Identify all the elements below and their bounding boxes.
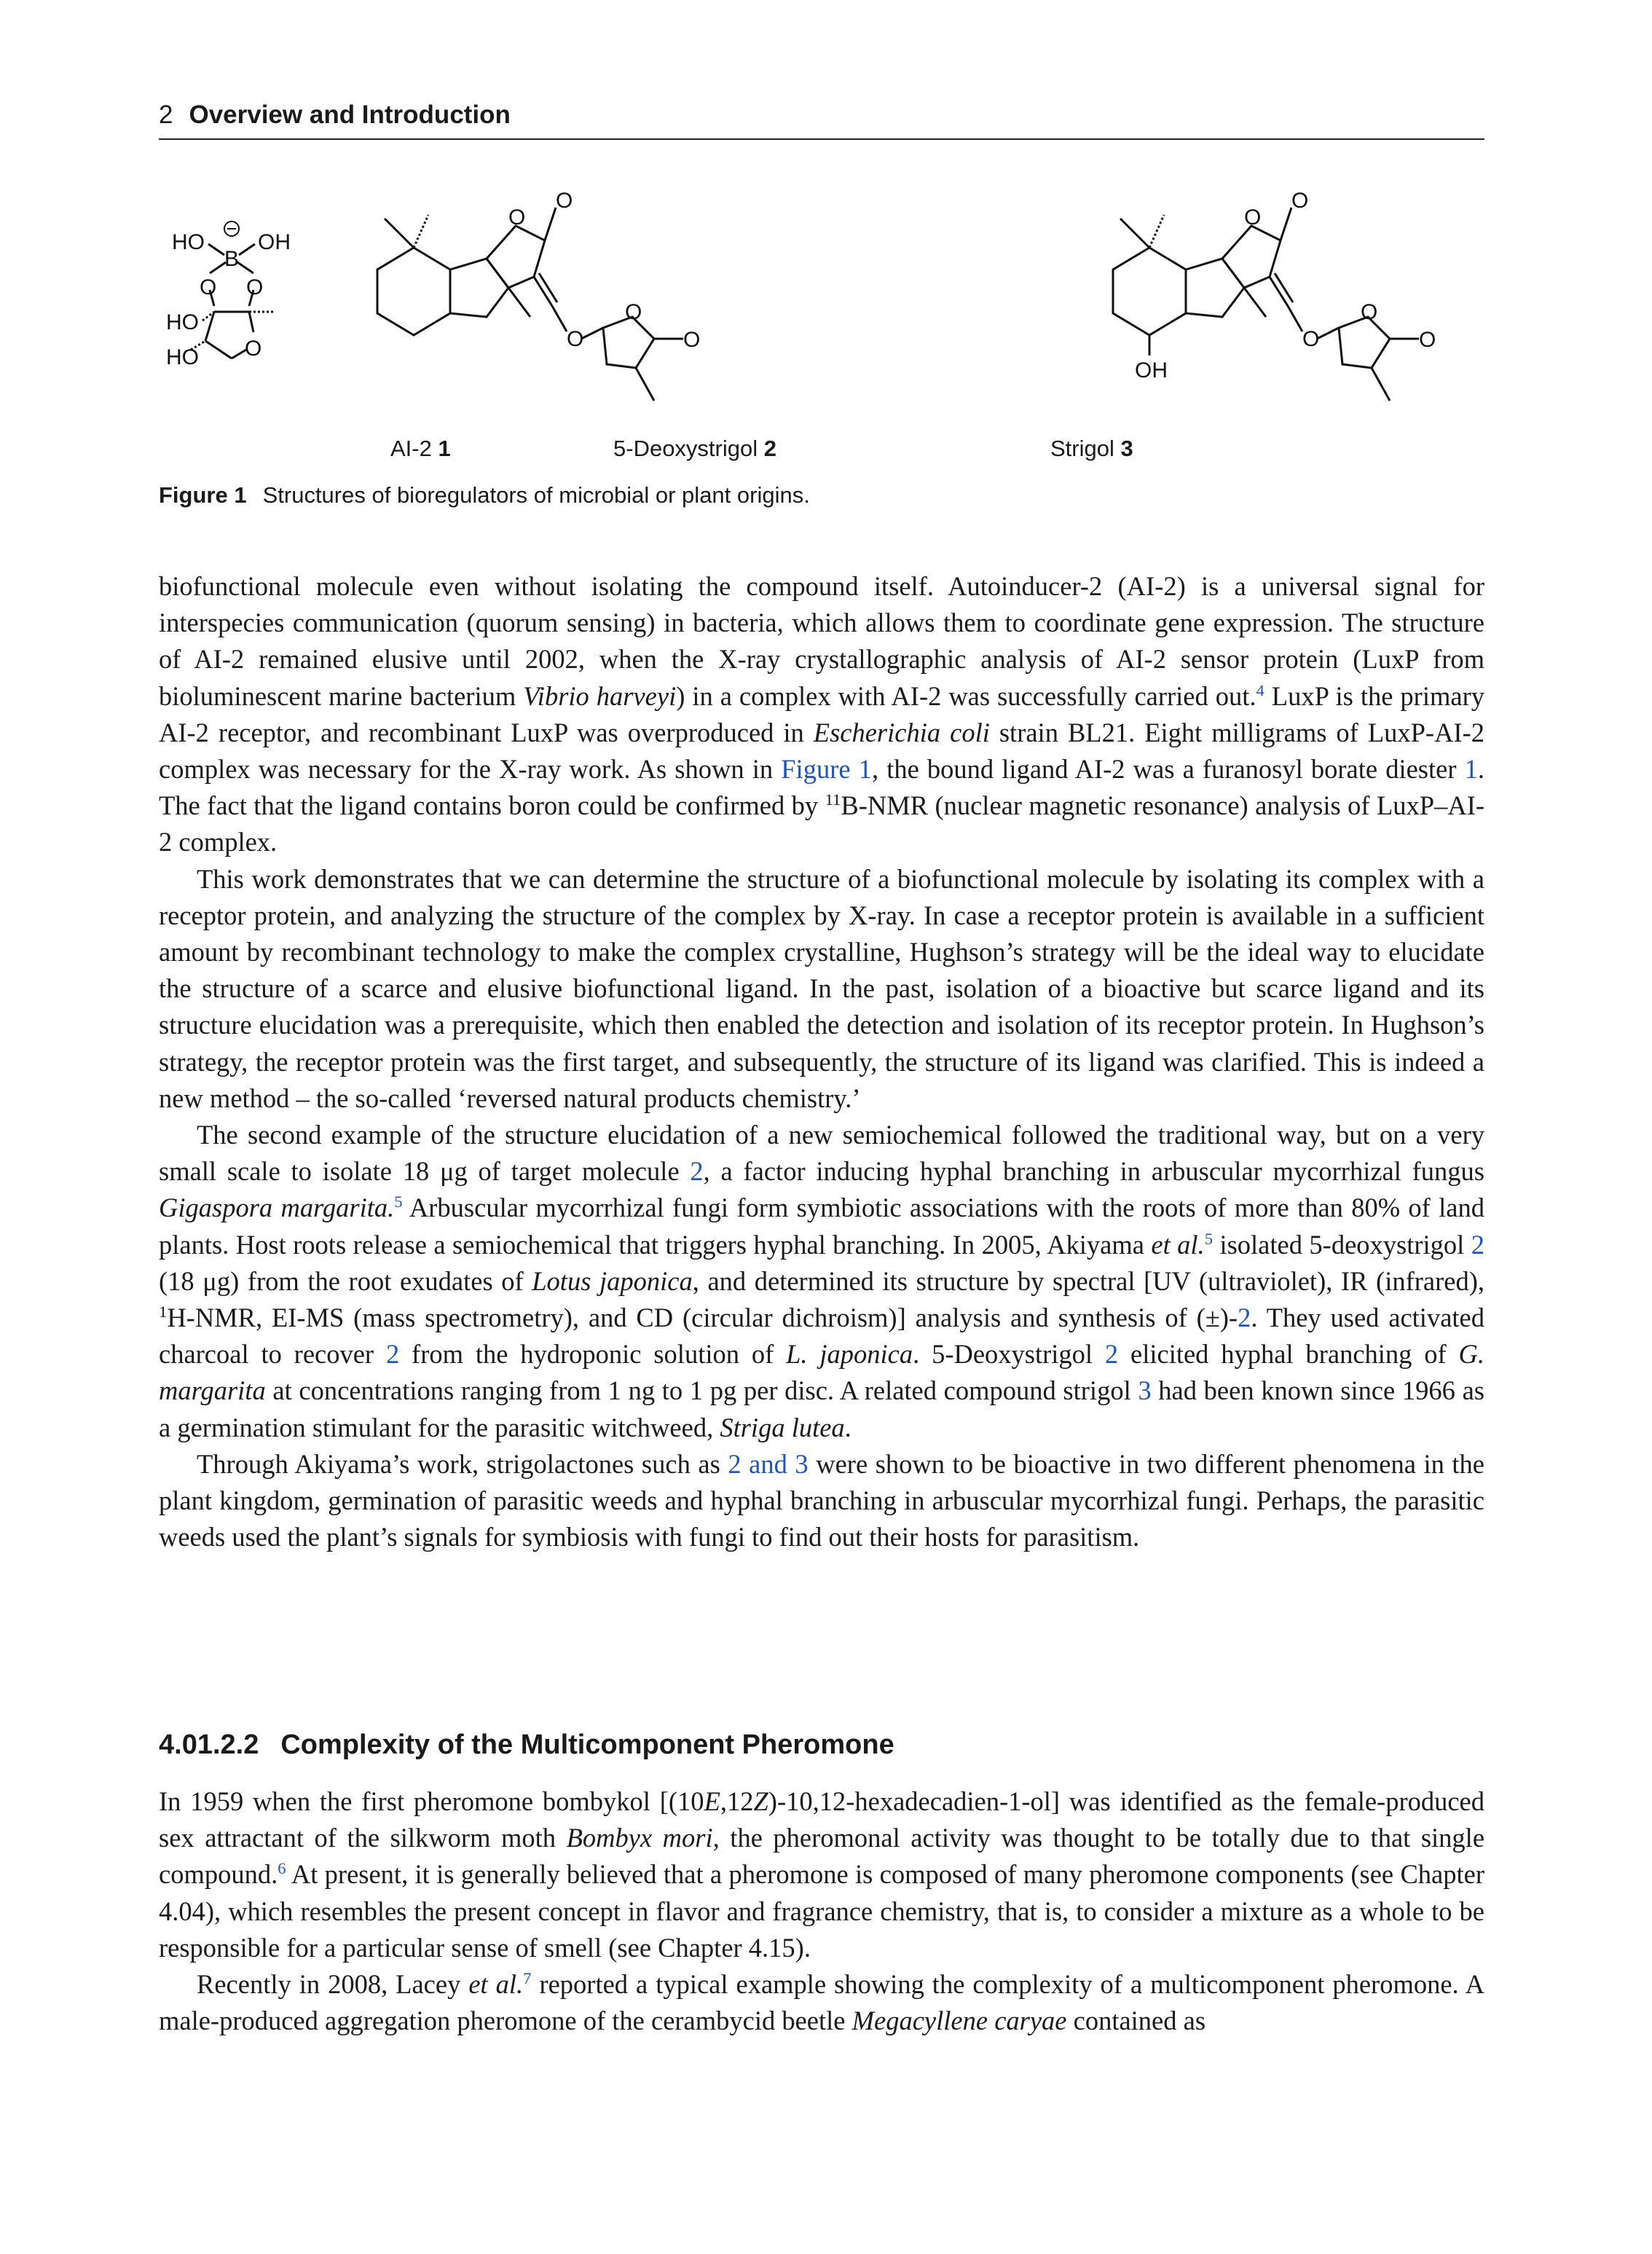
atom-label-b: B [224, 247, 240, 271]
atom-label-o: O [1244, 205, 1262, 229]
compound-label-3: Strigol 3 [1050, 436, 1133, 461]
body-section-1 [159, 568, 1484, 1555]
atom-label-ho: HO [166, 310, 199, 334]
atom-label-ho: HO [172, 230, 205, 254]
figure-link[interactable]: Figure 1 [781, 754, 872, 785]
atom-label-oh: OH [1135, 358, 1168, 382]
caption-label: Figure 1 [159, 482, 247, 508]
paragraph: The second example of the structure elucidation of a new semiochemical followed the traditional way, but on a very small scale to isolate 18 μg of target molecule 2, a factor inducing hyphal branching in arbuscular mycorrhizal fungus Gigaspora margarita.$^5$ Arbuscular mycorrhizal fungi form symbiotic associations with the roots of more than 80% of land plants. Host roots release a semiochemical that triggers hyphal branching. In 2005, Akiyama et al.$^5$ isolated 5-deoxystrigol 2 (18 μg) from the root exudates of Lotus japonica, and determined its structure by spectral [UV (ultraviolet), IR (infrared), $^1$H-NMR, EI-MS (mass spectrometry), and CD (circular dichroism)] analysis and synthesis of (±)-2. They used activated charcoal to recover 2 from the hydroponic solution of L. japonica. 5-Deoxystrigol 2 elicited hyphal branching of G. margarita at concentrations ranging from 1 ng to 1 pg per disc. A related compound strigol 3 had been known since 1966 as a germination stimulant for the parasitic witchweed, Striga lutea. [159, 1120, 1484, 1442]
body-section-2 [159, 1783, 1484, 2039]
compound-link[interactable]: 3 [1138, 1375, 1152, 1406]
figure-1 [159, 168, 1484, 517]
reference-link[interactable]: 7 [523, 1968, 532, 1987]
reference-link[interactable]: 5 [394, 1193, 403, 1212]
chemical-structures [159, 168, 1484, 474]
atom-label-o: O [245, 337, 262, 361]
atom-label-o: O [1302, 327, 1320, 351]
compound-link[interactable]: 2 [1238, 1303, 1251, 1333]
running-header [159, 101, 1484, 140]
reference-link[interactable]: 5 [1204, 1229, 1213, 1248]
header-title: Overview and Introduction [189, 101, 511, 129]
atom-label-o: O [1419, 328, 1436, 352]
page-number: 2 [159, 101, 173, 129]
atom-label-o: O [683, 328, 701, 352]
caption-text: Structures of bioregulators of microbial or plant origins. [262, 482, 810, 508]
reference-link[interactable]: 6 [278, 1859, 286, 1878]
paragraph: Through Akiyama’s work, strigolactones such as 2 and 3 were shown to be bioactive in two different phenomena in the plant kingdom, germination of parasitic weeds and hyphal branching in arbuscular mycorrhizal fungi. Perhaps, the parasitic weeds used the plant’s signals for symbiosis with fungi to find out their hosts for parasitism. [159, 1448, 1484, 1552]
atom-label-o: O [508, 205, 526, 229]
paragraph: Recently in 2008, Lacey et al.$^7$ reported a typical example showing the complexity of a multicomponent pheromone. A male-produced aggregation pheromone of the cerambycid beetle Megacyllene caryae contained as [159, 1968, 1484, 2036]
atom-label-o: O [1361, 300, 1378, 324]
compound-link[interactable]: 2 [1104, 1339, 1119, 1370]
section-number: 4.01.2.2 [159, 1729, 259, 1760]
atom-label-oh: OH [258, 230, 291, 254]
atom-label-o: O [625, 300, 642, 324]
compound-label-1: AI-2 1 [390, 436, 451, 461]
figure-caption [159, 482, 810, 508]
atom-label-ho: HO [166, 345, 199, 369]
section-title: Complexity of the Multicomponent Pheromone [280, 1729, 894, 1760]
compound-link[interactable]: 2 [385, 1339, 400, 1370]
compound-label-2: 5-Deoxystrigol 2 [613, 436, 776, 461]
reference-link[interactable]: 4 [1256, 680, 1264, 699]
compound-link[interactable]: 1 [1464, 754, 1478, 785]
compound-link[interactable]: 2 and 3 [728, 1448, 809, 1479]
atom-label-o: O [556, 189, 573, 213]
atom-label-o: O [200, 275, 217, 299]
paragraph: This work demonstrates that we can determine the structure of a biofunctional molecule by isolating its complex with a receptor protein, and analyzing the structure of the complex by X-ray. In case a receptor protein is available in a sufficient amount by recombinant technology to make the complex crystalline, Hughson’s strategy will be the ideal way to elucidate the structure of a scarce and elusive biofunctional ligand. In the past, isolation of a bioactive but scarce ligand and its structure elucidation was a prerequisite, which then enabled the detection and isolation of its receptor protein. In Hughson’s strategy, the receptor protein was the first target, and subsequently, the structure of its ligand was clarified. This is indeed a new method – the so-called ‘reversed natural products chemistry.’ [159, 863, 1484, 1113]
atom-label-o: O [567, 327, 584, 351]
atom-label-o: O [1291, 189, 1309, 213]
section-heading [159, 1729, 894, 1761]
paragraph: biofunctional molecule even without isolating the compound itself. Autoinducer-2 (AI-2) is a universal signal for interspecies communication (quorum sensing) in bacteria, which allows them to coordinate gene expression. The structure of AI-2 remained elusive until 2002, when the X-ray crystallographic analysis of AI-2 sensor protein (LuxP from bioluminescent marine bacterium Vibrio harveyi) in a complex with AI-2 was successfully carried out.$^4$ LuxP is the primary AI-2 receptor, and recombinant LuxP was overproduced in Escherichia coli strain BL21. Eight milligrams of LuxP-AI-2 complex was necessary for the X-ray work. As shown in Figure 1, the bound ligand AI-2 was a furanosyl borate diester 1. The fact that the ligand contains boron could be confirmed by $^{11}$B-NMR (nuclear magnetic resonance) analysis of LuxP–AI-2 complex. [159, 571, 1485, 857]
compound-link[interactable]: 2 [1471, 1229, 1484, 1260]
paragraph: In 1959 when the first pheromone bombykol [(10E,12Z)-10,12-hexadecadien-1-ol] was identified as the female-produced sex attractant of the silkworm moth Bombyx mori, the pheromonal activity was thought to be totally due to that single compound.$^6$ At present, it is generally believed that a pheromone is composed of many pheromone components (see Chapter 4.04), which resembles the present concept in flavor and fragrance chemistry, that is, to consider a mixture as a whole to be responsible for a particular sense of smell (see Chapter 4.15). [159, 1786, 1485, 1963]
compound-link[interactable]: 2 [690, 1156, 704, 1187]
atom-label-o: O [246, 275, 264, 299]
